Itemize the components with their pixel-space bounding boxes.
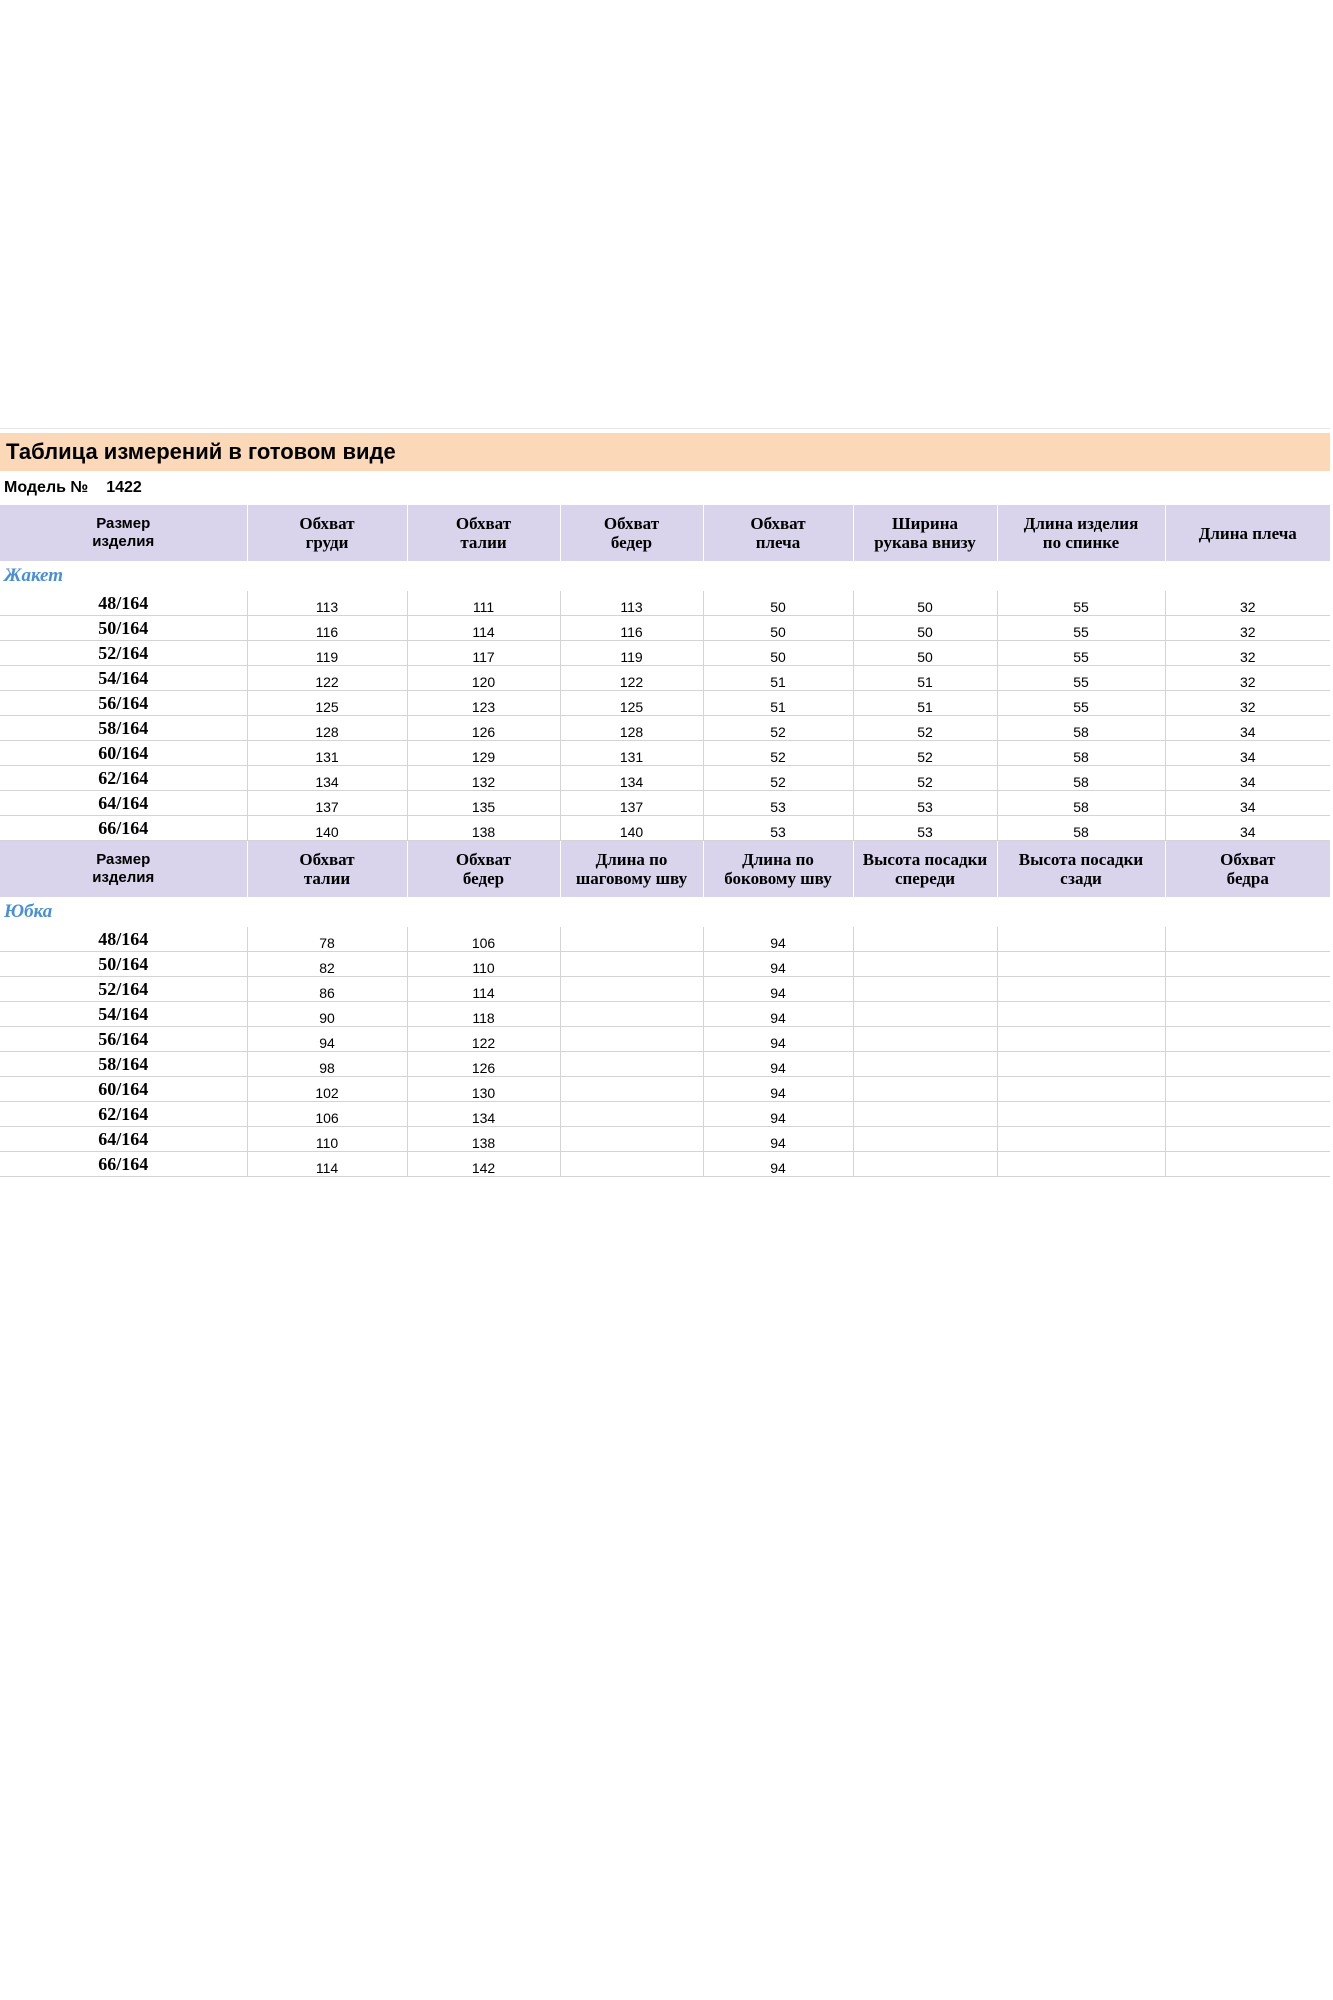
- header-line: бедра: [1226, 869, 1269, 888]
- value-cell: 50: [703, 641, 853, 666]
- value-cell: 51: [853, 691, 997, 716]
- table-row: [0, 1127, 1330, 1152]
- value-cell: 135: [407, 791, 560, 816]
- value-cell: 32: [1165, 666, 1330, 691]
- value-cell: 34: [1165, 816, 1330, 841]
- value-cell: 51: [703, 691, 853, 716]
- value-cell: 34: [1165, 766, 1330, 791]
- value-cell: [1165, 1102, 1330, 1127]
- table-row: [0, 927, 1330, 952]
- value-cell: 111: [407, 591, 560, 616]
- value-cell: [1165, 927, 1330, 952]
- table-row: [0, 1077, 1330, 1102]
- header-line: Обхват: [1220, 850, 1276, 869]
- value-cell: [560, 1102, 703, 1127]
- value-cell: 116: [247, 616, 407, 641]
- value-cell: 94: [703, 1052, 853, 1077]
- value-cell: 32: [1165, 641, 1330, 666]
- header-line: Размер: [96, 851, 151, 868]
- value-cell: [1165, 952, 1330, 977]
- jacket-header-cell: [560, 505, 703, 561]
- size-cell: 62/164: [0, 1102, 247, 1127]
- value-cell: 120: [407, 666, 560, 691]
- jacket-header-cell: [407, 505, 560, 561]
- size-cell: 64/164: [0, 1127, 247, 1152]
- value-cell: 51: [703, 666, 853, 691]
- value-cell: [1165, 1002, 1330, 1027]
- value-cell: 98: [247, 1052, 407, 1077]
- value-cell: 122: [247, 666, 407, 691]
- header-line: боковому шву: [724, 869, 832, 888]
- size-cell: 66/164: [0, 1152, 247, 1177]
- header-line: Размер: [96, 515, 151, 532]
- value-cell: 106: [247, 1102, 407, 1127]
- value-cell: 130: [407, 1077, 560, 1102]
- model-number: 1422: [106, 479, 142, 496]
- value-cell: 94: [703, 1102, 853, 1127]
- value-cell: 131: [560, 741, 703, 766]
- header-line: Длина изделия: [1023, 514, 1139, 533]
- value-cell: 110: [407, 952, 560, 977]
- jacket-header-cell: [703, 505, 853, 561]
- value-cell: [997, 1077, 1165, 1102]
- value-cell: 125: [560, 691, 703, 716]
- value-cell: 58: [997, 816, 1165, 841]
- value-cell: 50: [853, 641, 997, 666]
- value-cell: [997, 927, 1165, 952]
- table-row: [0, 1152, 1330, 1177]
- skirt-header-cell: [247, 841, 407, 898]
- value-cell: 53: [853, 791, 997, 816]
- table-row: [0, 666, 1330, 691]
- table-row: [0, 641, 1330, 666]
- jacket-header-cell: [853, 505, 997, 561]
- header-line: изделия: [92, 869, 155, 886]
- value-cell: 102: [247, 1077, 407, 1102]
- header-line: Обхват: [455, 514, 512, 533]
- header-line: плеча: [755, 533, 801, 552]
- jacket-header-cell: [1165, 505, 1330, 561]
- header-line: шаговому шву: [575, 869, 688, 888]
- skirt-header-cell: [407, 841, 560, 898]
- header-line: Обхват: [750, 514, 806, 533]
- skirt-section-row: [0, 897, 1330, 927]
- value-cell: 34: [1165, 741, 1330, 766]
- size-cell: 60/164: [0, 1077, 247, 1102]
- value-cell: 90: [247, 1002, 407, 1027]
- table-row: [0, 716, 1330, 741]
- value-cell: 128: [560, 716, 703, 741]
- value-cell: [1165, 1052, 1330, 1077]
- value-cell: [997, 1127, 1165, 1152]
- header-line: спереди: [894, 869, 956, 888]
- value-cell: 129: [407, 741, 560, 766]
- page-title: Таблица измерений в готовом виде: [0, 433, 1330, 471]
- value-cell: 53: [703, 791, 853, 816]
- value-cell: 58: [997, 766, 1165, 791]
- table-row: [0, 977, 1330, 1002]
- value-cell: [853, 952, 997, 977]
- value-cell: 50: [853, 591, 997, 616]
- value-cell: 52: [703, 741, 853, 766]
- header-line: Длина по: [742, 850, 814, 869]
- table-row: [0, 616, 1330, 641]
- value-cell: [560, 1027, 703, 1052]
- value-cell: [997, 1052, 1165, 1077]
- header-line: талии: [303, 869, 351, 888]
- value-cell: 142: [407, 1152, 560, 1177]
- value-cell: [853, 1127, 997, 1152]
- value-cell: 137: [247, 791, 407, 816]
- value-cell: 55: [997, 591, 1165, 616]
- value-cell: 94: [703, 1127, 853, 1152]
- header-line: Обхват: [299, 514, 355, 533]
- value-cell: 94: [703, 927, 853, 952]
- value-cell: [853, 1002, 997, 1027]
- jacket-header-cell: [247, 505, 407, 561]
- value-cell: [853, 927, 997, 952]
- value-cell: 32: [1165, 591, 1330, 616]
- value-cell: 114: [407, 616, 560, 641]
- value-cell: 134: [247, 766, 407, 791]
- value-cell: 58: [997, 716, 1165, 741]
- value-cell: 86: [247, 977, 407, 1002]
- value-cell: 126: [407, 716, 560, 741]
- jacket-section-label: Жакет: [4, 565, 63, 586]
- skirt-header-cell: [560, 841, 703, 898]
- size-cell: 48/164: [0, 591, 247, 616]
- value-cell: [997, 977, 1165, 1002]
- header-line: по спинке: [1042, 533, 1120, 552]
- jacket-section-row: [0, 561, 1330, 591]
- table-row: [0, 1102, 1330, 1127]
- value-cell: 51: [853, 666, 997, 691]
- size-cell: 66/164: [0, 816, 247, 841]
- header-line: Высота посадки: [862, 850, 988, 869]
- value-cell: 55: [997, 666, 1165, 691]
- table-row: [0, 1027, 1330, 1052]
- table-row: [0, 591, 1330, 616]
- value-cell: 126: [407, 1052, 560, 1077]
- value-cell: 94: [703, 1152, 853, 1177]
- value-cell: 117: [407, 641, 560, 666]
- value-cell: 52: [703, 716, 853, 741]
- jacket-header-cell: [0, 505, 247, 561]
- value-cell: 137: [560, 791, 703, 816]
- value-cell: 134: [560, 766, 703, 791]
- value-cell: [997, 952, 1165, 977]
- value-cell: [853, 1077, 997, 1102]
- header-line: талии: [460, 533, 507, 552]
- header-line: Длина по: [595, 850, 668, 869]
- value-cell: [853, 1027, 997, 1052]
- skirt-header-cell: [0, 841, 247, 898]
- value-cell: [997, 1002, 1165, 1027]
- value-cell: 94: [247, 1027, 407, 1052]
- size-cell: 54/164: [0, 1002, 247, 1027]
- size-table: [0, 505, 1330, 1177]
- jacket-header-row: [0, 505, 1330, 561]
- value-cell: 34: [1165, 716, 1330, 741]
- value-cell: 119: [247, 641, 407, 666]
- value-cell: 119: [560, 641, 703, 666]
- value-cell: 113: [247, 591, 407, 616]
- value-cell: [1165, 1077, 1330, 1102]
- value-cell: 94: [703, 952, 853, 977]
- value-cell: 52: [853, 766, 997, 791]
- value-cell: [997, 1027, 1165, 1052]
- header-line: Обхват: [455, 850, 512, 869]
- header-line: сзади: [1060, 869, 1102, 888]
- value-cell: 116: [560, 616, 703, 641]
- value-cell: 114: [247, 1152, 407, 1177]
- value-cell: 34: [1165, 791, 1330, 816]
- table-row: [0, 1052, 1330, 1077]
- value-cell: 82: [247, 952, 407, 977]
- header-line: изделия: [92, 533, 155, 550]
- table-row: [0, 691, 1330, 716]
- value-cell: 140: [560, 816, 703, 841]
- size-cell: 50/164: [0, 616, 247, 641]
- value-cell: 110: [247, 1127, 407, 1152]
- value-cell: [1165, 1127, 1330, 1152]
- value-cell: 52: [853, 716, 997, 741]
- size-cell: 48/164: [0, 927, 247, 952]
- value-cell: 113: [560, 591, 703, 616]
- value-cell: 50: [703, 616, 853, 641]
- measurement-sheet: [0, 428, 1330, 1177]
- skirt-header-row: [0, 841, 1330, 898]
- value-cell: 53: [853, 816, 997, 841]
- value-cell: [560, 1077, 703, 1102]
- value-cell: [997, 1152, 1165, 1177]
- value-cell: 32: [1165, 691, 1330, 716]
- value-cell: 50: [703, 591, 853, 616]
- value-cell: 106: [407, 927, 560, 952]
- value-cell: 118: [407, 1002, 560, 1027]
- value-cell: [560, 1127, 703, 1152]
- value-cell: [560, 1052, 703, 1077]
- skirt-header-cell: [853, 841, 997, 898]
- size-cell: 52/164: [0, 641, 247, 666]
- header-line: Обхват: [299, 850, 355, 869]
- size-cell: 60/164: [0, 741, 247, 766]
- value-cell: 122: [560, 666, 703, 691]
- table-row: [0, 766, 1330, 791]
- model-label: Модель №: [4, 479, 89, 496]
- value-cell: [1165, 1152, 1330, 1177]
- value-cell: 52: [853, 741, 997, 766]
- value-cell: [560, 1152, 703, 1177]
- size-cell: 64/164: [0, 791, 247, 816]
- table-row: [0, 952, 1330, 977]
- value-cell: 94: [703, 977, 853, 1002]
- value-cell: 138: [407, 816, 560, 841]
- header-line: бедер: [462, 869, 505, 888]
- skirt-section-label: Юбка: [4, 901, 53, 922]
- size-cell: 56/164: [0, 1027, 247, 1052]
- value-cell: 53: [703, 816, 853, 841]
- value-cell: [560, 927, 703, 952]
- value-cell: [560, 977, 703, 1002]
- header-line: рукава внизу: [874, 533, 976, 552]
- value-cell: 58: [997, 741, 1165, 766]
- value-cell: 94: [703, 1002, 853, 1027]
- value-cell: 140: [247, 816, 407, 841]
- value-cell: 132: [407, 766, 560, 791]
- value-cell: [560, 952, 703, 977]
- table-row: [0, 791, 1330, 816]
- value-cell: 32: [1165, 616, 1330, 641]
- header-line: Обхват: [603, 514, 660, 533]
- size-cell: 62/164: [0, 766, 247, 791]
- table-row: [0, 741, 1330, 766]
- value-cell: 134: [407, 1102, 560, 1127]
- size-cell: 58/164: [0, 1052, 247, 1077]
- size-cell: 50/164: [0, 952, 247, 977]
- value-cell: 94: [703, 1027, 853, 1052]
- value-cell: 123: [407, 691, 560, 716]
- size-cell: 54/164: [0, 666, 247, 691]
- size-cell: 52/164: [0, 977, 247, 1002]
- jacket-header-cell: [997, 505, 1165, 561]
- model-line: [0, 471, 1330, 505]
- table-row: [0, 1002, 1330, 1027]
- header-line: Ширина: [891, 514, 958, 533]
- value-cell: [853, 1102, 997, 1127]
- value-cell: 125: [247, 691, 407, 716]
- value-cell: 128: [247, 716, 407, 741]
- header-line: бедер: [610, 533, 653, 552]
- value-cell: [997, 1102, 1165, 1127]
- skirt-header-cell: [703, 841, 853, 898]
- value-cell: 50: [853, 616, 997, 641]
- value-cell: 131: [247, 741, 407, 766]
- value-cell: 52: [703, 766, 853, 791]
- size-cell: 56/164: [0, 691, 247, 716]
- value-cell: 138: [407, 1127, 560, 1152]
- value-cell: 78: [247, 927, 407, 952]
- value-cell: [853, 977, 997, 1002]
- value-cell: [853, 1052, 997, 1077]
- size-cell: 58/164: [0, 716, 247, 741]
- value-cell: 58: [997, 791, 1165, 816]
- value-cell: 122: [407, 1027, 560, 1052]
- header-line: груди: [305, 533, 349, 552]
- header-line: Длина плеча: [1198, 523, 1297, 543]
- value-cell: 55: [997, 641, 1165, 666]
- table-row: [0, 816, 1330, 841]
- value-cell: 55: [997, 616, 1165, 641]
- skirt-header-cell: [997, 841, 1165, 898]
- value-cell: 55: [997, 691, 1165, 716]
- skirt-header-cell: [1165, 841, 1330, 898]
- value-cell: 94: [703, 1077, 853, 1102]
- value-cell: [1165, 1027, 1330, 1052]
- header-line: Высота посадки: [1018, 850, 1144, 869]
- value-cell: [1165, 977, 1330, 1002]
- value-cell: 114: [407, 977, 560, 1002]
- value-cell: [853, 1152, 997, 1177]
- value-cell: [560, 1002, 703, 1027]
